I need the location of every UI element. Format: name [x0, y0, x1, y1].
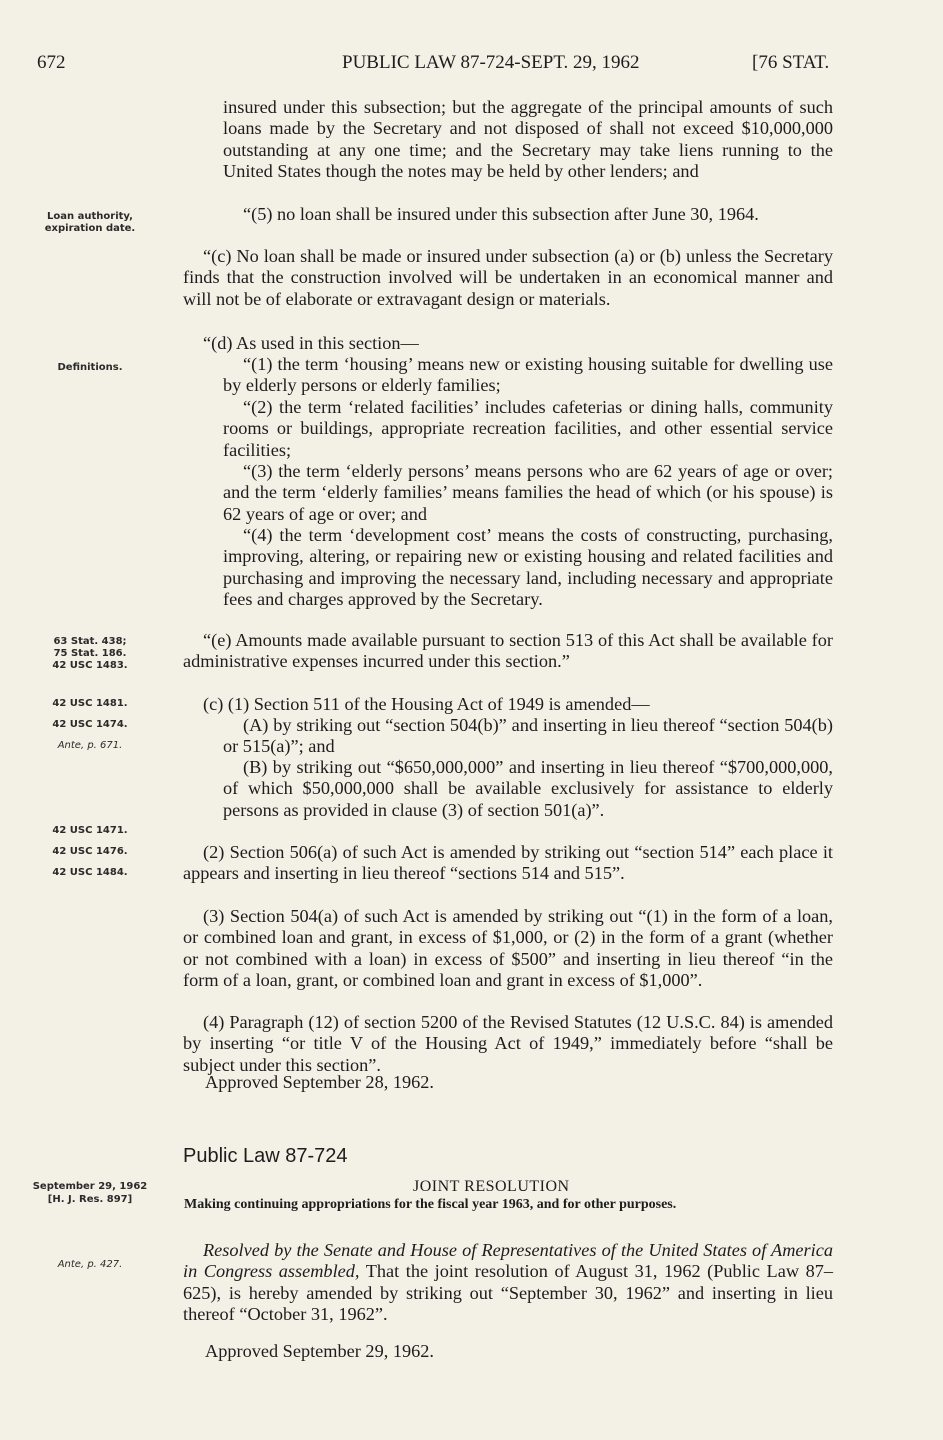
margin-note-approval-date: September 29, 1962	[32, 1181, 148, 1192]
margin-note-42-usc-1471: 42 USC 1471.	[52, 825, 128, 836]
margin-note-hj-res: [H. J. Res. 897]	[47, 1194, 133, 1205]
paragraph-e: “(e) Amounts made available pursuant to section 513 of this Act shall be available for administrative expenses incurred under this section.”	[183, 630, 833, 672]
resolution-text	[183, 1240, 833, 1325]
margin-note-42-usc-1483: 42 USC 1483.	[52, 660, 128, 671]
paragraph-c4: (4) Paragraph (12) of section 5200 of the Revised Statutes (12 U.S.C. 84) is amended by inserting “or title V of the Housing Act of 1949,” immediately before “shall be subject under this section”.	[183, 1012, 833, 1075]
margin-note-75-stat: 75 Stat. 186.	[53, 648, 127, 659]
paragraph-d: “(d) As used in this section—	[203, 333, 419, 353]
paragraph-loan-aggregate: insured under this subsection; but the aggregate of the principal amounts of such loans made by the Secretary and not disposed of shall not exceed $10,000,000 outstanding at any one time; and the Secretary may take liens running to the United States though the notes may be held by other lenders; and	[223, 97, 833, 181]
margin-note-definitions: Definitions.	[57, 362, 123, 373]
paragraph-c3: (3) Section 504(a) of such Act is amended by striking out “(1) in the form of a loan, or combined loan and grant, in excess of $1,000, or (2) in the form of a grant (whether or not combined with a loan) in excess of $500” and inserting in lieu thereof “in the form of a loan, grant, or combined loan and grant in excess of $1,000”.	[183, 906, 833, 990]
definition-1-housing: “(1) the term ‘housing’ means new or existing housing suitable for dwelling use by elderly persons or elderly families;	[223, 354, 833, 396]
definition-2-related-facilities: “(2) the term ‘related facilities’ includes cafeterias or dining halls, community rooms or buildings, appropriate recreation facilities, and other essential service facilities;	[223, 397, 833, 460]
public-law-title: Public Law 87-724	[183, 1145, 348, 1167]
margin-note-ante-427: Ante, p. 427.	[57, 1259, 123, 1270]
margin-note-ante-671: Ante, p. 671.	[57, 740, 123, 751]
paragraph-c2: (2) Section 506(a) of such Act is amended by striking out “section 514” each place it appears and inserting in lieu thereof “sections 514 and 515”.	[183, 842, 833, 884]
clause-a: (A) by striking out “section 504(b)” and inserting in lieu thereof “section 504(b) or 515(a)”; and	[223, 715, 833, 757]
margin-note-loan-authority: Loan authority, expiration date.	[44, 211, 136, 234]
margin-note-42-usc-1481: 42 USC 1481.	[52, 698, 128, 709]
approval-line-2: Approved September 29, 1962.	[205, 1341, 434, 1361]
joint-resolution-heading: JOINT RESOLUTION	[413, 1178, 570, 1195]
page-number: 672	[37, 52, 66, 73]
paragraph-c1: (c) (1) Section 511 of the Housing Act of 1949 is amended—	[203, 694, 650, 714]
definition-4-development-cost: “(4) the term ‘development cost’ means the costs of constructing, purchasing, improving, altering, or repairing new or existing housing and related facilities and purchasing and improving the necessary land, including necessary and appropriate fees and charges approved by the Secretary.	[223, 525, 833, 609]
resolution-purpose: Making continuing appropriations for the fiscal year 1963, and for other purposes.	[184, 1197, 677, 1212]
margin-note-42-usc-1476: 42 USC 1476.	[52, 846, 128, 857]
margin-note-63-stat: 63 Stat. 438;	[53, 636, 127, 647]
running-title: PUBLIC LAW 87-724-SEPT. 29, 1962	[342, 52, 640, 73]
margin-note-42-usc-1474: 42 USC 1474.	[52, 719, 128, 730]
clause-b: (B) by striking out “$650,000,000” and inserting in lieu thereof “$700,000,000, of which $50,000,000 shall be available exclusively for assistance to elderly persons as provided in clause (3) of section 501(a)”.	[223, 757, 833, 820]
definition-3-elderly-persons: “(3) the term ‘elderly persons’ means persons who are 62 years of age or over; and the term ‘elderly families’ means families the head of which (or his spouse) is 62 years of age or over; and	[223, 461, 833, 524]
approval-line-1: Approved September 28, 1962.	[205, 1072, 434, 1092]
margin-note-42-usc-1484: 42 USC 1484.	[52, 867, 128, 878]
resolution-body: That the joint resolution of August 31, 1962 (Public Law 87–625), is hereby amended by striking out “September 30, 1962” and inserting in lieu thereof “October 31, 1962”.	[183, 1261, 834, 1324]
volume-label: [76 STAT.	[752, 52, 830, 73]
resolved-clause: Resolved by the Senate and House of Representatives of the United States of America in Congress assembled,	[183, 1240, 833, 1282]
paragraph-5-expiration: “(5) no loan shall be insured under this subsection after June 30, 1964.	[243, 204, 759, 224]
paragraph-c: “(c) No loan shall be made or insured under subsection (a) or (b) unless the Secretary finds that the construction involved will be undertaken in an economical manner and will not be of elaborate or extravagant design or materials.	[183, 246, 833, 309]
